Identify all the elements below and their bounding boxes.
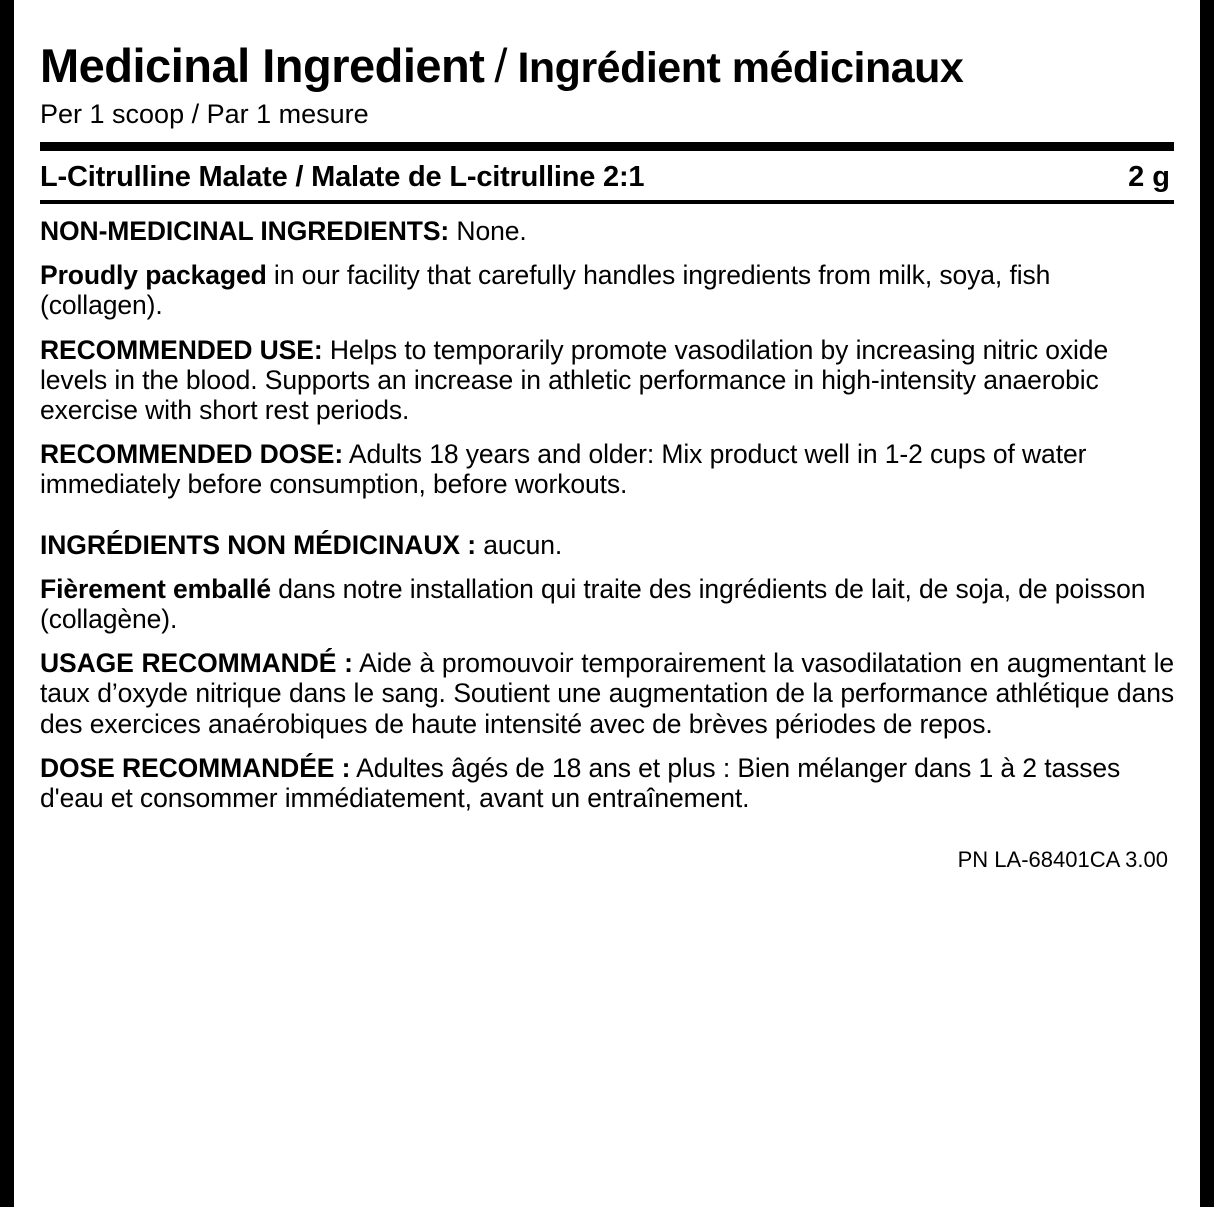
section-packaging-en bbox=[40, 260, 1174, 320]
medicinal-ingredient-row bbox=[40, 161, 1174, 194]
panel-title-english: Medicinal Ingredient bbox=[40, 39, 485, 92]
section-non-medicinal-fr bbox=[40, 530, 1174, 560]
serving-size-text: Per 1 scoop / Par 1 mesure bbox=[40, 99, 369, 129]
medicinal-ingredient-amount: 2 g bbox=[1128, 161, 1170, 193]
part-number: PN LA-68401CA 3.00 bbox=[957, 847, 1168, 873]
section-lead: RECOMMENDED DOSE: bbox=[40, 439, 344, 470]
divider-thick bbox=[40, 142, 1174, 151]
section-recommended-use-fr bbox=[40, 648, 1174, 739]
section-lead: Fièrement emballé bbox=[40, 573, 272, 604]
panel-title-french: Ingrédient médicinaux bbox=[517, 44, 964, 92]
section-packaging-fr bbox=[40, 574, 1174, 634]
divider-thin bbox=[40, 200, 1174, 204]
section-text: Adultes âgés de 18 ans et plus : Bien mélanger dans 1 à 2 tasses d'eau et consommer immédiatement, avant un entraînement. bbox=[40, 752, 1121, 814]
section-lead: INGRÉDIENTS NON MÉDICINAUX : bbox=[40, 529, 476, 560]
panel-title bbox=[40, 38, 1174, 93]
section-text: dans notre installation qui traite des ingrédients de lait, de soja, de poisson (collagène). bbox=[40, 573, 1146, 635]
section-lead: Proudly packaged bbox=[40, 260, 267, 291]
section-lead: RECOMMENDED USE: bbox=[40, 334, 323, 365]
section-text: Adults 18 years and older: Mix product well in 1-2 cups of water immediately before consumption, before workouts. bbox=[40, 439, 1087, 500]
section-text: aucun. bbox=[475, 529, 563, 560]
section-lead: USAGE RECOMMANDÉ : bbox=[40, 648, 353, 679]
medicinal-ingredient-name: L-Citrulline Malate / Malate de L-citrulline 2:1 bbox=[40, 161, 645, 193]
section-recommended-dose-en bbox=[40, 439, 1174, 499]
section-lead: DOSE RECOMMANDÉE : bbox=[40, 752, 351, 783]
section-recommended-use-en bbox=[40, 335, 1174, 426]
section-text: Aide à promouvoir temporairement la vasodilatation en augmentant le taux d’oxyde nitrique dans le sang. Soutient une augmentation de la performance athlétique dans des exercices anaérobiques de haute intensité avec de brèves périodes de repos. bbox=[40, 648, 1174, 739]
section-text: None. bbox=[449, 216, 527, 246]
section-text: in our facility that carefully handles ingredients from milk, soya, fish (collagen). bbox=[40, 260, 1051, 321]
section-lead: NON-MEDICINAL INGREDIENTS: bbox=[40, 216, 450, 246]
section-recommended-dose-fr bbox=[40, 753, 1174, 813]
section-non-medicinal-en bbox=[40, 216, 1174, 246]
section-text: Helps to temporarily promote vasodilation by increasing nitric oxide levels in the blood. Supports an increase in athletic performance in high-intensity anaerobic exercise with short rest periods. bbox=[40, 334, 1109, 426]
panel-title-separator: / bbox=[494, 39, 508, 92]
